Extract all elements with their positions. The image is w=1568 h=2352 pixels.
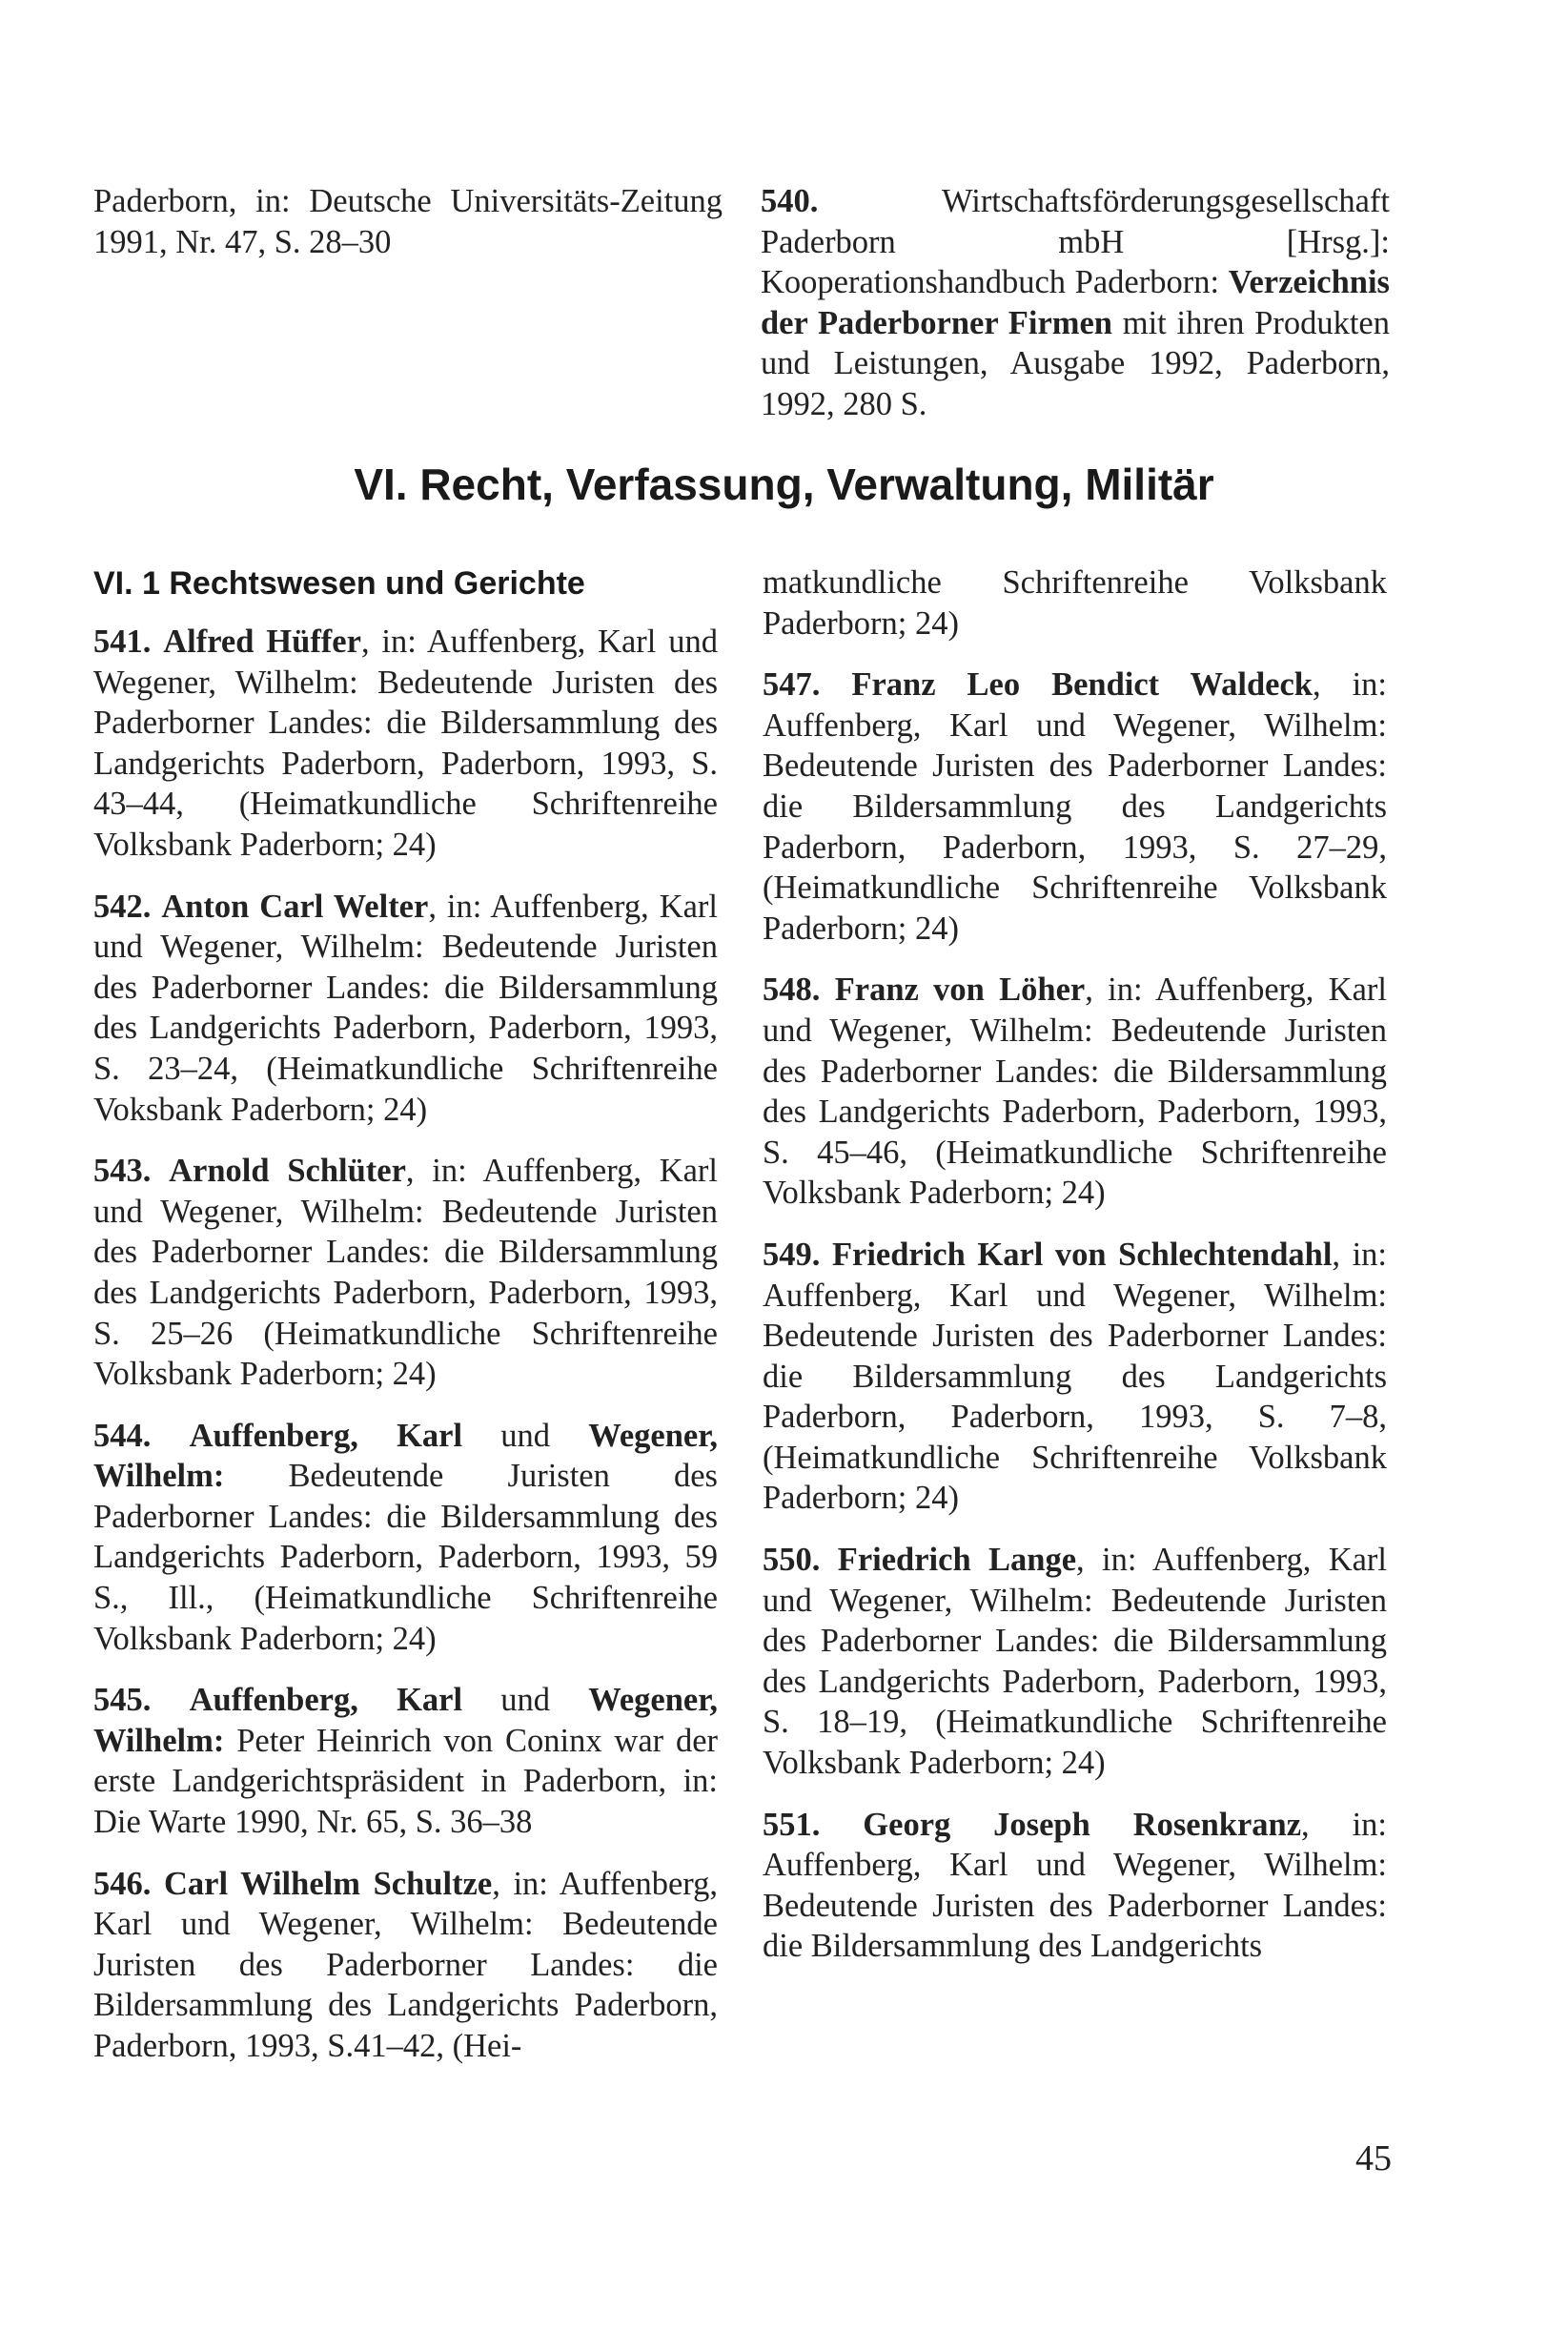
entry-text: , in: Auffenberg, Karl und Wegener, Wilhelm: Bedeutende Juristen des Paderborner Landes: die Bildersammlung des Landgerichts [763,1806,1388,1965]
entry-author: Arnold Schlüter [169,1153,406,1190]
entry-author: Auffenberg, Karl [189,1417,463,1454]
subsection-heading: VI. 1 Rechtswesen und Gerichte [93,565,585,602]
entry-text: , in: Auffenberg, Karl und Wegener, Wilhelm: Bedeutende Juristen des Paderborner Landes: die Bildersammlung des Landgerichts Paderborn, Paderborn, 1993, S. 27–29, (Heimatkundliche Schriftenreihe Volksbank Paderborn; 24) [763,666,1388,947]
entry-number: 543. [93,1153,152,1190]
entry-number: 546. [93,1865,152,1902]
section-heading: VI. Recht, Verfassung, Verwaltung, Militär [354,460,1214,509]
entry-text: , in: Auffenberg, Karl und Wegener, Wilhelm: Bedeutende Juristen des Paderborner Landes: die Bildersammlung des Landgerichts Paderborn, Paderborn, 1993, S. 43–44, (Heimatkundliche Schriftenreihe Volksbank Paderborn; 24) [93,624,718,863]
entry-author: Franz von Löher [834,971,1086,1009]
entry-author: Friedrich Lange [837,1542,1077,1579]
entry-text: Peter Heinrich von Coninx war der erste Landgerichtspräsident in Paderborn, in: Die Warte 1990, Nr. 65, S. 36–38 [93,1722,718,1841]
entry-author: Anton Carl Welter [161,888,429,925]
entry-text: , in: Auffenberg, Karl und Wegener, Wilhelm: Bedeutende Juristen des Paderborner Landes: die Bildersammlung des Landgerichts Paderborn, Paderborn, 1993, S. 18–19, (Heimatkundliche Schriftenreihe Volksbank Paderborn; 24) [763,1542,1387,1782]
entry-542 [93,887,718,1131]
entry-number: 550. [763,1542,821,1579]
entry-connector: und [462,1682,589,1719]
entry-number: 544. [93,1417,152,1454]
entry-text-end: mit ihren Produkten und Leistungen, Ausgabe 1992, Paderborn, 1992, 280 S. [761,304,1390,422]
entry-548 [763,970,1387,1214]
entry-number: 547. [763,666,821,704]
top-left-continuation [93,181,723,262]
right-column [763,562,1387,1988]
entry-author: Franz Leo Bendict Waldeck [851,666,1313,704]
entry-546-continuation: matkundliche Schriftenreihe Volksbank Paderborn; 24) [763,564,1387,642]
entry-author-2: Wegener, Wilhelm: [93,1417,718,1495]
entry-number: 541. [93,624,152,660]
page-number: 45 [1355,2138,1392,2178]
entry-544 [93,1416,718,1660]
entry-number: 542. [93,888,152,925]
left-column [93,562,718,2088]
entry-number: 551. [763,1806,821,1843]
continuation-text: Paderborn, in: Deutsche Universitäts-Zeitung 1991, Nr. 47, S. 28–30 [93,183,723,260]
entry-number: 548. [763,971,821,1009]
entry-text: , in: Auffenberg, Karl und Wegener, Wilhelm: Bedeutende Juristen des Paderborner Landes: die Bildersammlung des Landgerichts Paderborn, Paderborn, 1993, S. 25–26 (Heimatkundliche Schriftenreihe Volksbank Paderborn; 24) [93,1153,718,1393]
entry-541 [93,622,718,866]
entry-author: Friedrich Karl von Schlechtendahl [831,1236,1333,1273]
entry-text: Wirtschaftsförderungsgesellschaft Paderborn mbH [Hrsg.]: Kooperationshandbuch Paderborn: [761,183,1390,301]
entry-author: Auffenberg, Karl [189,1682,463,1719]
entry-549 [763,1235,1387,1519]
entry-author: Alfred Hüffer [163,624,361,660]
entry-number: 540. [761,183,819,219]
entry-author: Georg Joseph Rosenkranz [863,1806,1302,1843]
entry-text: Bedeutende Juristen des Paderborner Landes: die Bildersammlung des Landgerichts Paderborn, Paderborn, 1993, 59 S., Ill., (Heimatkundliche Schriftenreihe Volksbank Paderborn; 24) [93,1458,718,1657]
entry-number: 549. [763,1236,821,1273]
entry-text: , in: Auffenberg, Karl und Wegener, Wilhelm: Bedeutende Juristen des Paderborner Landes: die Bildersammlung des Landgerichts Paderborn, Paderborn, 1993, S. 23–24, (Heimatkundliche Schriftenreihe Voksbank Paderborn; 24) [93,888,718,1128]
entry-543 [93,1151,718,1395]
entry-540 [761,181,1390,425]
entry-551 [763,1805,1387,1967]
entry-550 [763,1540,1387,1784]
entry-author: Carl Wilhelm Schultze [164,1865,493,1902]
entry-545 [93,1680,718,1842]
entry-547 [763,665,1387,949]
entry-title: Verzeichnis der Paderborner Firmen [761,264,1390,341]
entry-text: , in: Auffenberg, Karl und Wegener, Wilhelm: Bedeutende Juristen des Paderborner Landes: die Bildersammlung des Landgerichts Paderborn, Paderborn, 1993, S. 45–46, (Heimatkundliche Schriftenreihe Volksbank Paderborn; 24) [763,971,1387,1212]
entry-connector: und [462,1417,589,1454]
entry-546 [93,1864,718,2067]
entry-text: , in: Auffenberg, Karl und Wegener, Wilhelm: Bedeutende Juristen des Paderborner Landes: die Bildersammlung des Landgerichts Paderborn, Paderborn, 1993, S.41–42, (Hei- [93,1865,718,2064]
entry-author-2: Wegener, Wilhelm: [93,1682,718,1759]
entry-text: , in: Auffenberg, Karl und Wegener, Wilhelm: Bedeutende Juristen des Paderborner Landes: die Bildersammlung des Landgerichts Paderborn, Paderborn, 1993, S. 7–8, (Heimatkundliche Schriftenreihe Volksbank Paderborn; 24) [763,1236,1388,1517]
entry-number: 545. [93,1682,152,1719]
